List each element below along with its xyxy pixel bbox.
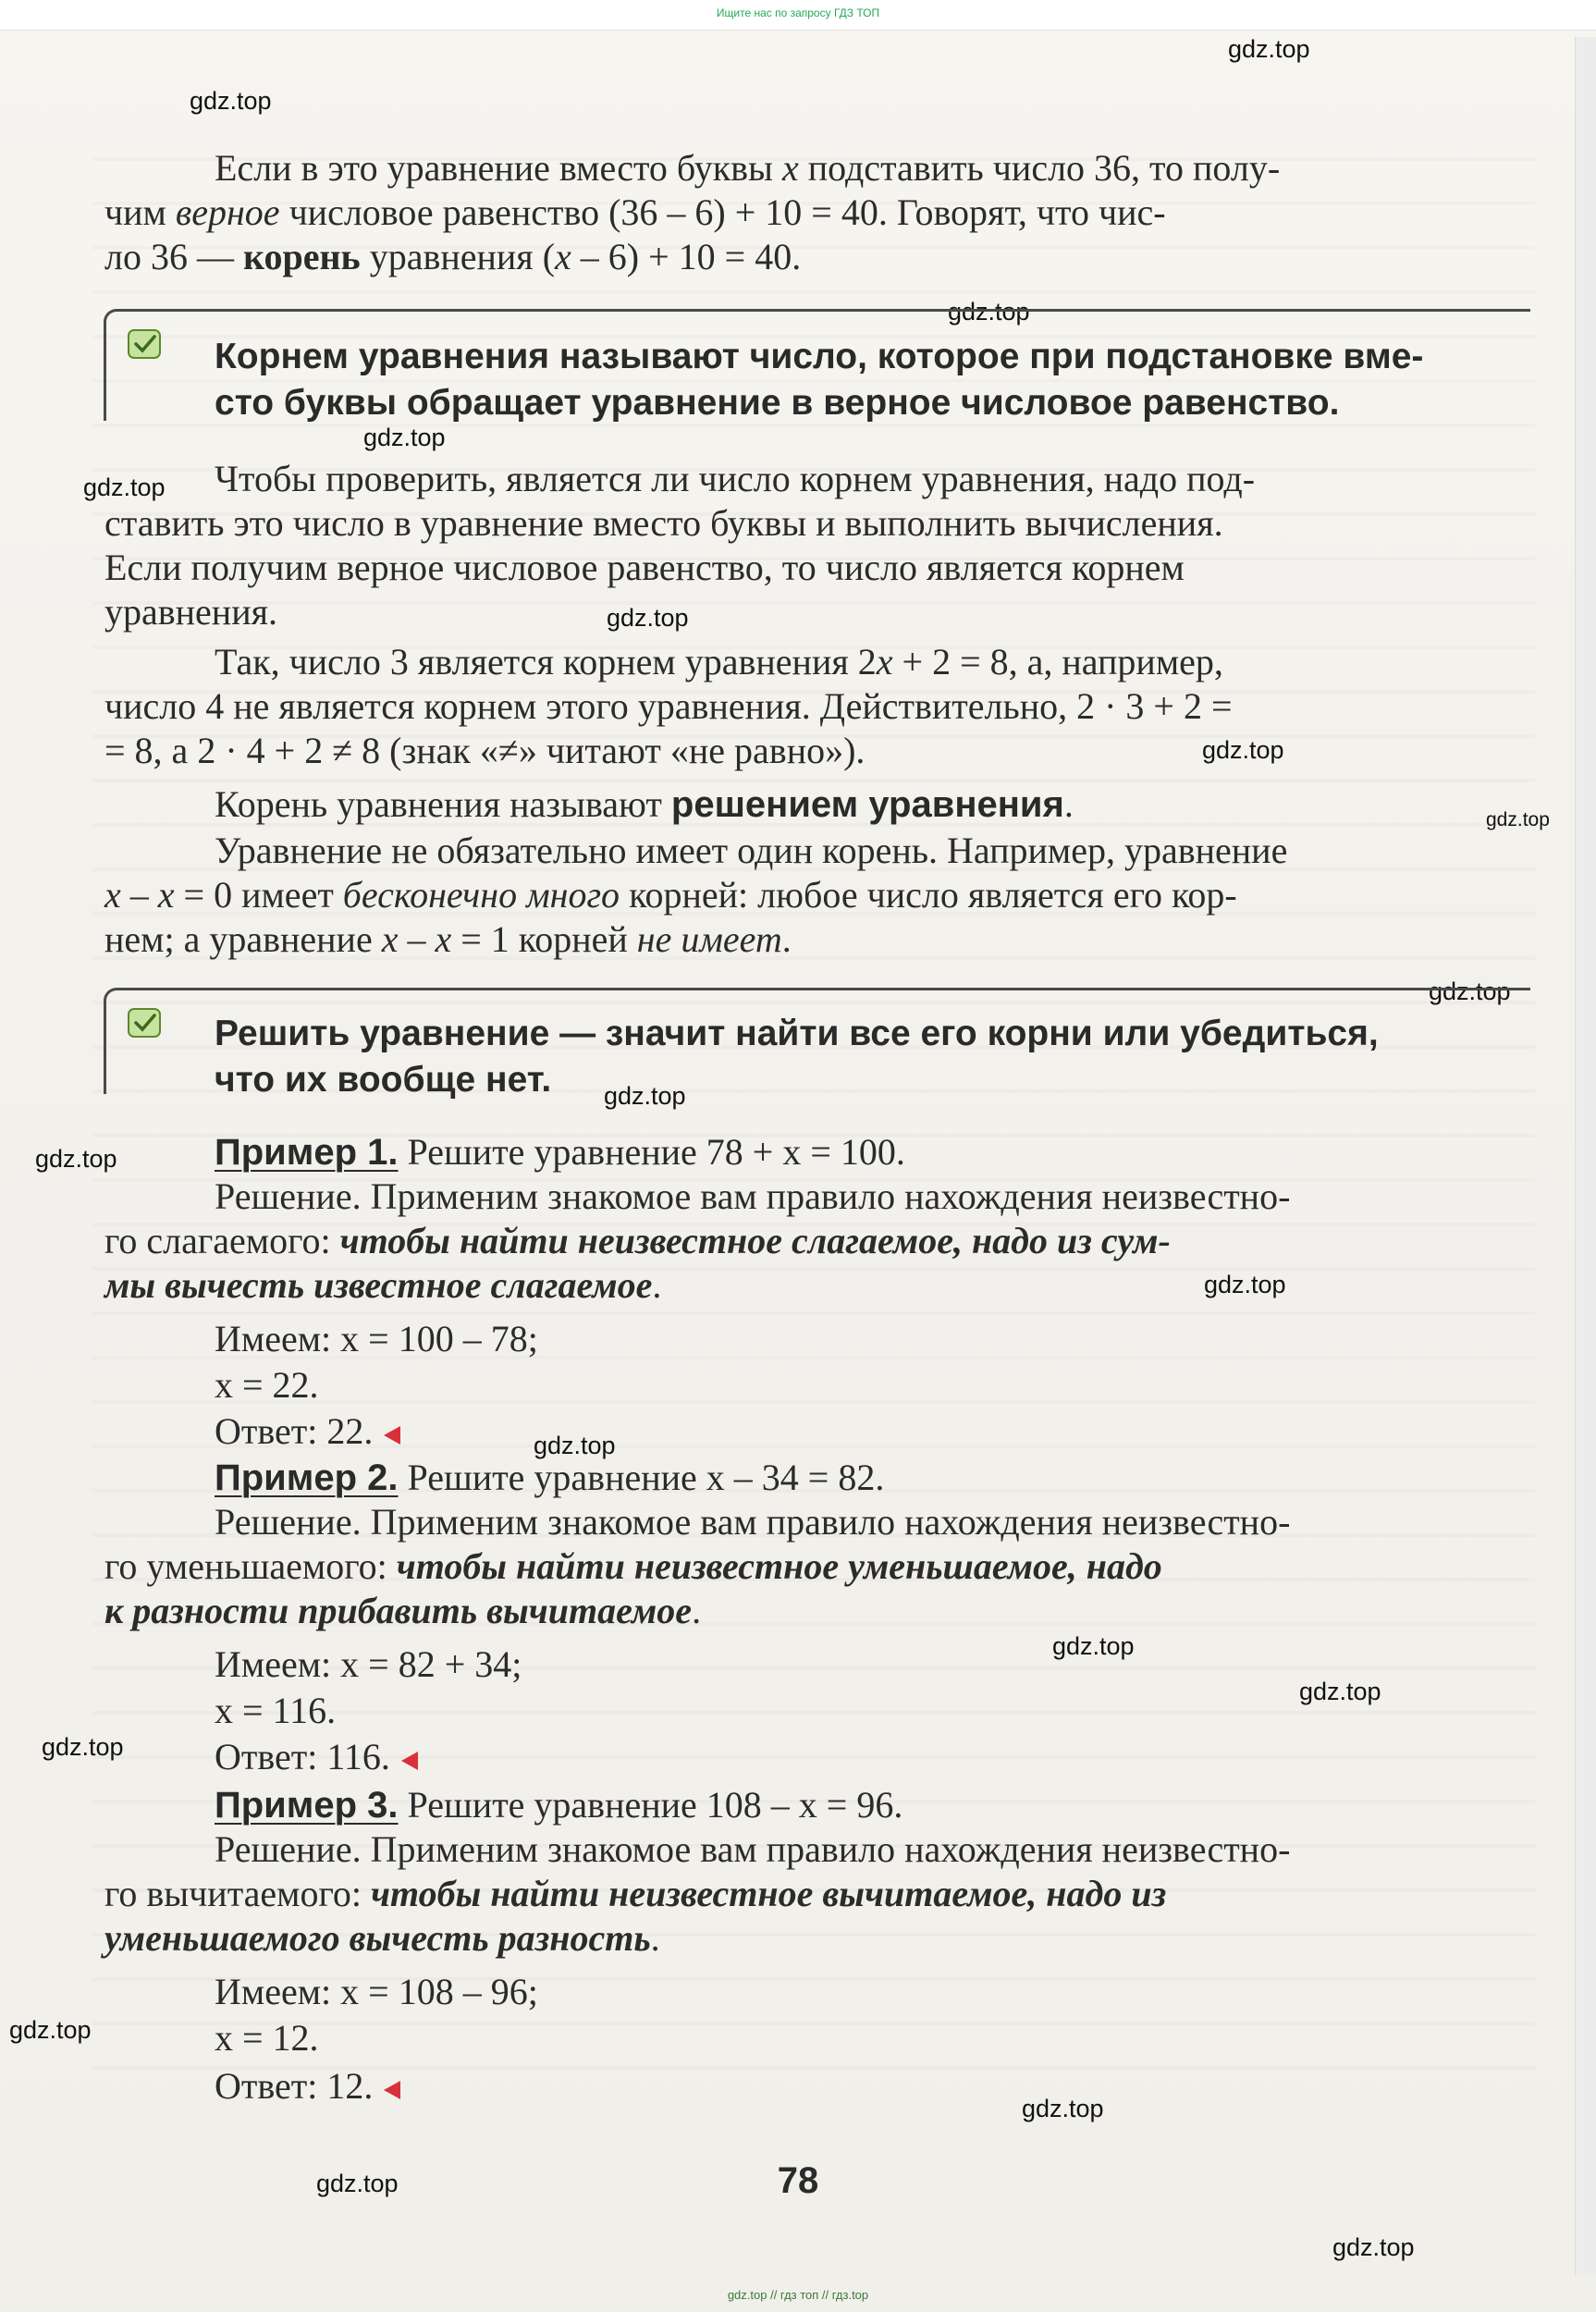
example1-solution-3: мы вычесть известное слагаемое. (104, 1264, 662, 1306)
watermark: gdz.top (1052, 1632, 1135, 1660)
watermark: gdz.top (316, 2170, 399, 2197)
watermark: gdz.top (35, 1145, 117, 1173)
watermark: gdz.top (1299, 1678, 1381, 1705)
watermark: gdz.top (607, 604, 689, 632)
example2-solution-1: Решение. Применим знакомое вам правило нахождения неизвестно- (215, 1501, 1291, 1543)
example3-solution-2: го вычитаемого: чтобы найти неизвестное вычитаемое, надо из (104, 1873, 1167, 1914)
check-line-4: уравнения. (104, 591, 278, 633)
example1-solution-2: го слагаемого: чтобы найти неизвестное слагаемое, надо из сум- (104, 1220, 1171, 1261)
watermark: gdz.top (948, 298, 1030, 326)
page-number: 78 (777, 2160, 819, 2201)
check-line-1: Чтобы проверить, является ли число корнем уравнения, надо под- (215, 458, 1256, 499)
footer-links[interactable]: gdz.top // гдз топ // гдз.top (727, 2288, 869, 2302)
example1-result-1: Имеем: x = 100 – 78; (215, 1318, 538, 1359)
example2-solution-2: го уменьшаемого: чтобы найти неизвестное уменьшаемое, надо (104, 1545, 1162, 1587)
example-line-3: = 8, а 2 · 4 + 2 ≠ 8 (знак «≠» читают «не равно»). (104, 730, 866, 771)
intro-line-1: Если в это уравнение вместо буквы x подставить число 36, то полу- (215, 147, 1281, 189)
watermark: gdz.top (190, 87, 272, 115)
example2-result-2: x = 116. (215, 1690, 337, 1731)
end-marker-icon (384, 2081, 400, 2099)
watermark: gdz.top (1228, 35, 1310, 63)
example3-solution-1: Решение. Применим знакомое вам правило нахождения неизвестно- (215, 1828, 1291, 1870)
end-marker-icon (384, 1426, 400, 1445)
example3-result-1: Имеем: x = 108 – 96; (215, 1971, 538, 2012)
watermark: gdz.top (1202, 736, 1284, 764)
watermark: gdz.top (83, 473, 166, 501)
watermark: gdz.top (363, 424, 446, 451)
top-banner (0, 0, 1596, 31)
checkmark-icon (128, 329, 161, 359)
check-line-2: ставить это число в уравнение вместо буквы и выполнить вычисления. (104, 502, 1223, 544)
intro-line-3: ло 36 — корень уравнения (x – 6) + 10 = 40. (104, 236, 802, 277)
example3-answer: Ответ: 12. (215, 2064, 400, 2109)
example1-solution-1: Решение. Применим знакомое вам правило нахождения неизвестно- (215, 1175, 1291, 1217)
scrollbar-track[interactable] (1575, 37, 1596, 2275)
roots-line-3: нем; а уравнение x – x = 1 корней не имеет. (104, 918, 792, 960)
roots-line-2: x – x = 0 имеет бесконечно много корней: любое число является его кор- (104, 874, 1237, 916)
example1-answer: Ответ: 22. (215, 1409, 400, 1454)
example2-result-1: Имеем: x = 82 + 34; (215, 1643, 522, 1685)
banner-text[interactable]: Ищите нас по запросу ГДЗ ТОП (716, 6, 880, 19)
end-marker-icon (401, 1752, 418, 1770)
watermark: gdz.top (1022, 2095, 1104, 2122)
watermark: gdz.top (1429, 978, 1511, 1005)
example2-solution-3: к разности прибавить вычитаемое. (104, 1590, 702, 1631)
definition-line-1: Корнем уравнения называют число, которое при подстановке вме- (215, 337, 1424, 376)
example2-title: Пример 2. Решите уравнение x – 34 = 82. (215, 1457, 885, 1498)
definition-line-2: сто буквы обращает уравнение в верное числовое равенство. (215, 383, 1340, 423)
example1-title: Пример 1. Решите уравнение 78 + x = 100. (215, 1131, 905, 1173)
example-line-2: число 4 не является корнем этого уравнения. Действительно, 2 · 3 + 2 = (104, 685, 1233, 727)
example2-answer: Ответ: 116. (215, 1735, 418, 1779)
watermark: gdz.top (604, 1082, 686, 1110)
example1-result-2: x = 22. (215, 1364, 319, 1406)
example-line-1: Так, число 3 является корнем уравнения 2x + 2 = 8, а, например, (215, 641, 1223, 683)
checkmark-icon (128, 1008, 161, 1038)
watermark: gdz.top (42, 1733, 124, 1761)
rule-line-1: Решить уравнение — значит найти все его корни или убедиться, (215, 1014, 1379, 1053)
watermark: gdz.top (9, 2016, 92, 2044)
watermark: gdz.top (1204, 1271, 1286, 1298)
example3-solution-3: уменьшаемого вычесть разность. (104, 1917, 660, 1959)
solution-line: Корень уравнения называют решением уравнения. (215, 783, 1074, 825)
example3-result-2: x = 12. (215, 2017, 319, 2059)
watermark: gdz.top (1332, 2233, 1415, 2261)
watermark: gdz.top (534, 1432, 616, 1459)
rule-line-2: что их вообще нет. (215, 1060, 552, 1100)
check-line-3: Если получим верное числовое равенство, то число является корнем (104, 547, 1185, 588)
example3-title: Пример 3. Решите уравнение 108 – x = 96. (215, 1784, 903, 1826)
roots-line-1: Уравнение не обязательно имеет один корень. Например, уравнение (215, 830, 1288, 871)
watermark: gdz.top (1486, 809, 1550, 830)
intro-line-2: чим верное числовое равенство (36 – 6) + 10 = 40. Говорят, что чис- (104, 191, 1166, 233)
